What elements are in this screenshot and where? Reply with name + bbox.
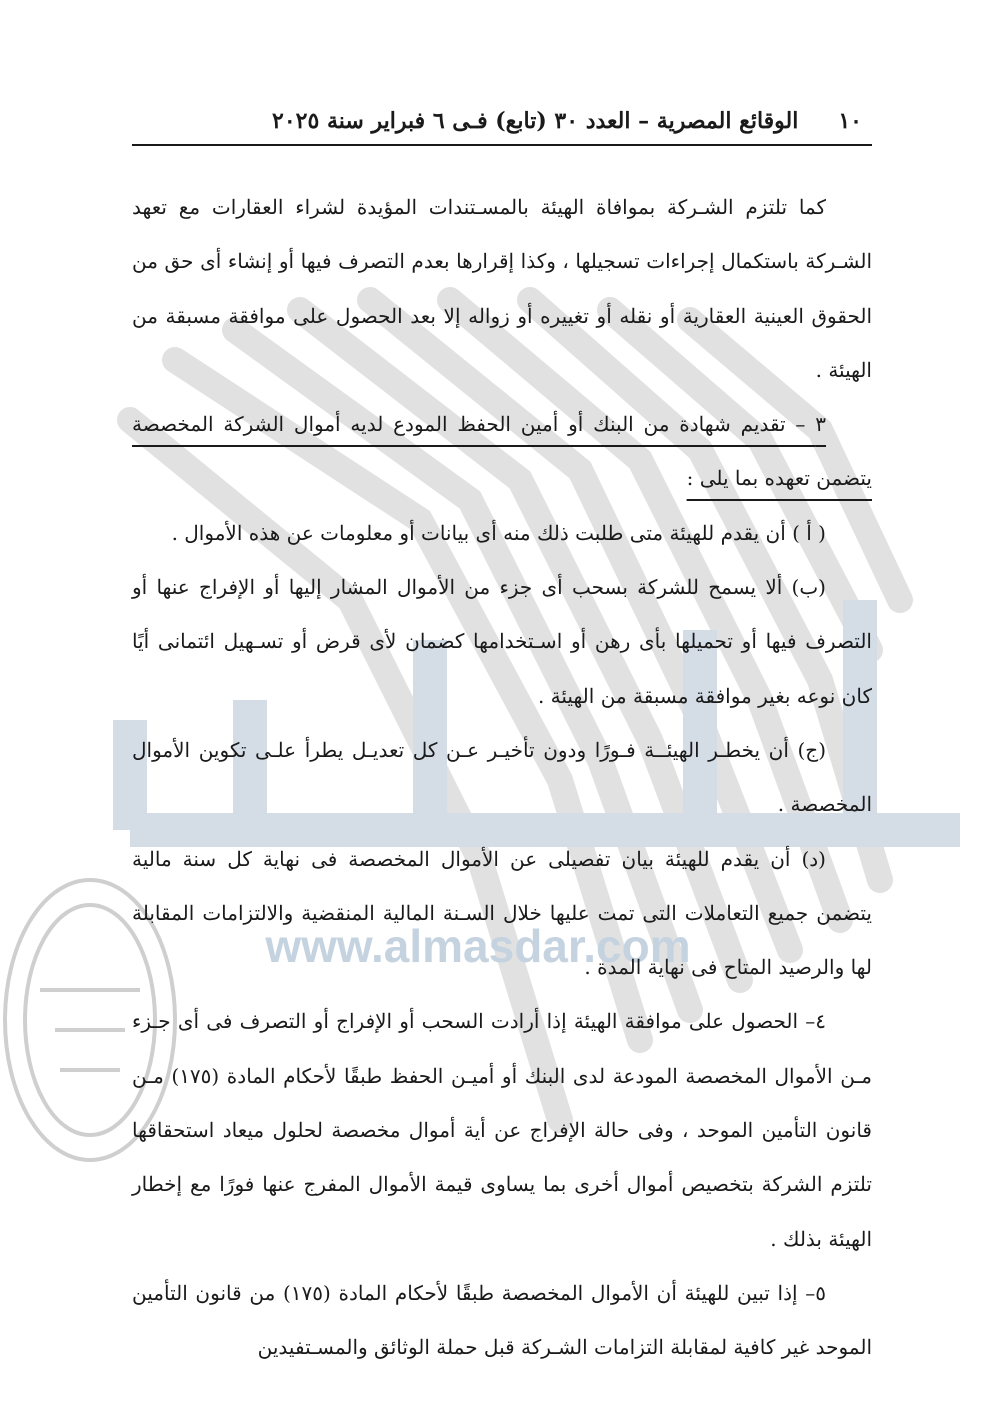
running-header — [132, 108, 872, 146]
document-page — [132, 108, 872, 1375]
page-number: ١٠ — [838, 108, 862, 134]
document-body — [132, 180, 872, 1375]
subitem-b: (ب) ألا يسمح للشركة بسحب أى جزء من الأموال المشار إليها أو الإفراج عنها أو التصرف فيها أو تحميلها بأى رهن أو اسـتخدامها كضمان لأى قرض أو تسـهيل ائتمانى أيًا كان نوعه بغير موافقة مسبقة من الهيئة . — [132, 575, 872, 708]
subitem-a: ( أ ) أن يقدم للهيئة متى طلبت ذلك منه أى بيانات أو معلومات عن هذه الأموال . — [171, 520, 826, 545]
subitem-d: (د) أن يقدم للهيئة بيان تفصيلى عن الأموال المخصصة فى نهاية كل سنة مالية يتضمن جميع التعاملات التى تمت عليها خلال السـنة المالية المنقضية والالتزامات المقابلة لها والرصيد المتاح فى نهاية المدة . — [132, 846, 872, 980]
paragraph-item-3: ٣ – تقديم شهادة من البنك أو أمين الحفظ المودع لديه أموال الشركة المخصصة يتضمن تعهده بما يلى : — [132, 412, 872, 491]
paragraph: كما تلتزم الشـركة بموافاة الهيئة بالمسـتندات المؤيدة لشراء العقارات مع تعهد الشـركة باستكمال إجراءات تسجيلها ، وكذا إقرارها بعدم التصرف فيها أو إنشاء أى حق من الحقوق العينية العقارية أو نقله أو تغييره أو زواله إلا بعد الحصول على موافقة مسبقة من الهيئة . — [132, 195, 872, 382]
watermark-url: www.almasdar.com — [265, 920, 691, 972]
paragraph-item-4: ٤– الحصول على موافقة الهيئة إذا أرادت السحب أو الإفراج أو التصرف فى أى جـزء مـن الأموال المخصصة المودعة لدى البنك أو أميـن الحفظ طبقًا لأحكام المادة (١٧٥) مـن قانون التأمين الموحد ، وفى حالة الإفراج عن أية أموال مخصصة لحلول ميعاد استحقاقها تلتزم الشركة بتخصيص أموال أخرى بما يساوى قيمة الأموال المفرج عنها فورًا مع إخطار الهيئة بذلك . — [132, 1009, 872, 1251]
publication-title: الوقائع المصرية – العدد ٣٠ (تابع) فـى ٦ فبراير سنة ٢٠٢٥ — [272, 108, 799, 134]
paragraph-item-5: ٥– إذا تبين للهيئة أن الأموال المخصصة طبقًا لأحكام المادة (١٧٥) من قانون التأمين الموحد غير كافية لمقابلة التزامات الشـركة قبل حملة الوثائق والمسـتفيدين — [132, 1280, 872, 1360]
subitem-c: (ج) أن يخطـر الهيئــة فـورًا ودون تأخيـر عـن كل تعديـل يطرأ علـى تكوين الأموال المخصصة . — [132, 737, 872, 817]
